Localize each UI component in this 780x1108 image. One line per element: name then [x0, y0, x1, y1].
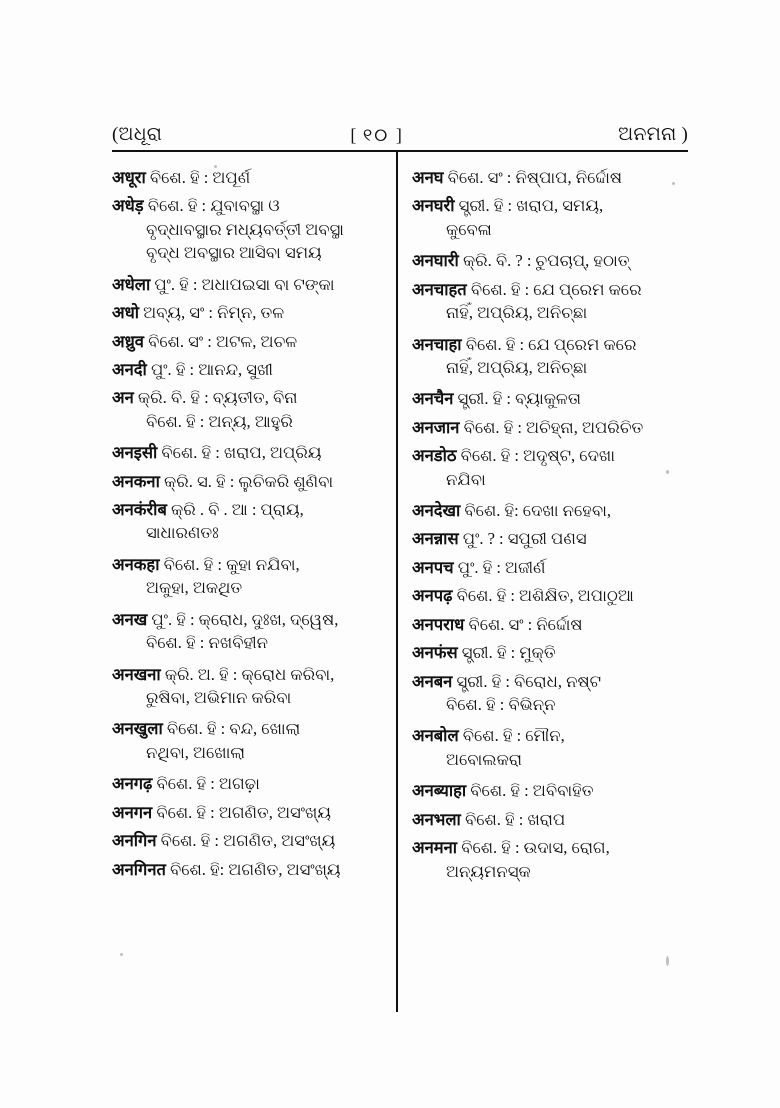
headword: अनखना [112, 664, 161, 684]
entry-headword-line [412, 527, 688, 550]
entry-continuation-line: ବିଶେ. ହି : ଅନ୍ୟ, ଆହୁରି [146, 411, 293, 431]
entry-headword-line [112, 801, 388, 824]
dictionary-entry [112, 301, 388, 324]
dictionary-entry [112, 829, 388, 852]
dictionary-entry [112, 717, 388, 764]
entry-headword-line [412, 249, 688, 272]
entry-definition-text: କ୍ରି . ବି . ଆ : ପ୍ରାୟ, [166, 500, 304, 520]
entry-headword-line [412, 613, 688, 636]
entry-headword-line [112, 772, 388, 795]
headword: अनबन [412, 671, 453, 691]
entry-headword-line [112, 273, 388, 296]
page-number-group [350, 126, 401, 146]
right-column [408, 166, 688, 1016]
running-head-right-guideword: ଅନମନା ) [618, 124, 688, 146]
entry-headword-line [112, 194, 388, 217]
dictionary-entry [412, 641, 688, 664]
headword: अन [112, 388, 134, 408]
dictionary-entry [412, 779, 688, 802]
headword: अनकहा [112, 554, 160, 574]
entry-definition-text: ବିଶେ. ହି: ଦେଖା ନହେବା, [460, 501, 612, 521]
entry-continuation-line: ଅବୋଲକରା [446, 749, 522, 769]
headword: अनचैन [412, 389, 454, 409]
entry-definition-text: ବିଶେ. ସଂ : ଅଟଳ, ଅଚଳ [143, 331, 298, 351]
entry-definition-text: ସ୍ତ୍ରୀ. ହି : ବିରୋଧ, ନଷ୍ଟ [452, 671, 602, 691]
headword: अध्रुव [112, 331, 144, 351]
dictionary-entry [412, 836, 688, 883]
entry-headword-line [412, 416, 688, 439]
dictionary-entry [112, 358, 388, 381]
dictionary-entry [412, 584, 688, 607]
dictionary-entry [412, 808, 688, 831]
left-column [112, 166, 390, 1016]
entry-continuation-line: ନାହିଁ, ଅପ୍ରିୟ, ଅନିଚ୍ଛା [446, 357, 588, 377]
scan-speck [214, 165, 217, 168]
entry-headword-line [112, 829, 388, 852]
entry-headword-line [112, 358, 388, 381]
entry-definition-text: ବିଶେ. ହି: ଅଗଣିତ, ଅସଂଖ୍ୟ [165, 859, 341, 879]
dictionary-entry [412, 527, 688, 550]
headword: अनदेखा [412, 501, 461, 521]
entry-definition-text: ସ୍ତ୍ରୀ. ହି : ଖରାପ, ସମୟ, [454, 196, 604, 216]
entry-definition-text: ସ୍ତ୍ରୀ. ହି : ମୁକ୍ତି [457, 643, 556, 663]
dictionary-entry [112, 330, 388, 353]
headword: अनघरी [412, 196, 455, 216]
dictionary-entry [112, 441, 388, 464]
headword: अधो [112, 303, 140, 323]
dictionary-entry [112, 553, 388, 600]
headword: अनब्याहा [412, 781, 467, 801]
entry-headword-line [412, 724, 688, 747]
dictionary-entry [412, 444, 688, 491]
entry-headword-line [112, 608, 388, 631]
entry-headword-line [112, 166, 388, 189]
entry-headword-line [412, 387, 688, 410]
entry-definition-text: ପୁଂ. ହି : ଆନନ୍ଦ, ସୁଖୀ [146, 359, 273, 379]
scan-speck [666, 956, 669, 966]
entry-headword-line [112, 301, 388, 324]
entry-headword-line [412, 641, 688, 664]
entry-definition-text: ବିଶେ. ହି : କୁହା ନଯିବା, [159, 554, 300, 574]
headword: अनन्नास [412, 529, 459, 549]
entry-headword-line [112, 663, 388, 686]
entry-headword-line [412, 333, 688, 356]
entry-definition-text: ପୁଂ. ହି : ଅଧାପଇସା ବା ଟଙ୍କା [150, 274, 335, 294]
headword: अनबोल [412, 726, 459, 746]
dictionary-entry [412, 670, 688, 717]
dictionary-entry [412, 333, 688, 380]
headword: अनगन [112, 802, 153, 822]
entry-continuation-line: ନଯିବା [446, 469, 486, 489]
entry-headword-line [112, 386, 388, 409]
headword: अनपढ़ [412, 586, 453, 606]
headword: अनपच [412, 557, 454, 577]
entry-continuation-line: ନାହିଁ, ଅପ୍ରିୟ, ଅନିଚ୍ଛା [446, 303, 588, 323]
dictionary-entry [412, 166, 688, 189]
entry-definition-text: ବିଶେ. ହି : ଖରାପ, ଅପ୍ରିୟ [157, 443, 322, 463]
entry-headword-line [412, 808, 688, 831]
entry-definition-text: ପୁଂ. ହି : ଅଜୀର୍ଣ [453, 557, 546, 577]
dictionary-entry [112, 498, 388, 545]
entry-definition-text: ବିଶେ. ହି : ଅଗଢ଼ା [152, 774, 260, 794]
headword: अनचाहत [412, 279, 467, 299]
dictionary-entry [112, 470, 388, 493]
entry-continuation-line: ବିଶେ. ହି : ବିଭିନ୍ନ [446, 695, 556, 715]
headword: अनडोठ [412, 446, 457, 466]
headword: अनखुला [112, 719, 163, 739]
entry-headword-line [412, 779, 688, 802]
entry-continuation-line: ରୁଷିବା, ଅଭିମାନ କରିବା [146, 688, 292, 708]
scan-speck [672, 182, 675, 185]
dictionary-entry [112, 663, 388, 710]
dictionary-entry [412, 249, 688, 272]
headword: अधेला [112, 274, 151, 294]
entry-definition-text: ବିଶେ. ହି : ବନ୍ଦ, ଖୋଲା [162, 719, 301, 739]
entry-headword-line [412, 444, 688, 467]
entry-definition-text: ବିଶେ. ସଂ : ନିର୍ଦ୍ଦୋଷ [464, 614, 583, 634]
entry-headword-line [412, 670, 688, 693]
entry-definition-text: ବିଶେ. ହି : ଯେ ପ୍ରେମ କରେ [461, 334, 637, 354]
entry-definition-text: ସ୍ତ୍ରୀ. ହି : ବ୍ୟାକୁଳତା [453, 389, 581, 409]
entry-definition-text: ବିଶେ. ହି : ଅଚିହ୍ନା, ଅପରିଚିତ [459, 417, 644, 437]
entry-definition-text: କ୍ରି. ବି. ହି : ବ୍ୟତୀତ, ବିନା [133, 388, 298, 408]
headword: अनकंरीब [112, 500, 167, 520]
entry-continuation-line: ଅନ୍ୟମନସ୍କ [446, 861, 531, 881]
dictionary-entry [112, 772, 388, 795]
entry-headword-line [112, 470, 388, 493]
entry-headword-line [412, 499, 688, 522]
headword: अनघारी [412, 251, 459, 271]
dictionary-entry [112, 386, 388, 433]
entry-headword-line [112, 717, 388, 740]
dictionary-entry [112, 166, 388, 189]
entry-definition-text: ଅବ୍ୟ, ସଂ : ନିମ୍ନ, ତଳ [139, 303, 285, 323]
entry-definition-text: ବିଶେ. ହି : ଖରାପ [460, 809, 566, 829]
entry-headword-line [412, 556, 688, 579]
entry-definition-text: ବିଶେ. ହି : ଅବିବାହିତ [466, 781, 594, 801]
headword: अनगढ़ [112, 774, 153, 794]
entry-continuation-line: ସାଧାରଣତଃ [146, 523, 219, 543]
page-number-close-bracket: ] [395, 125, 402, 146]
entry-continuation-line: ବୃଦ୍ଧାବସ୍ଥାର ମଧ୍ୟବର୍ତ୍ତୀ ଅବସ୍ଥା [146, 219, 344, 239]
headword: अनचाहा [412, 334, 462, 354]
entry-headword-line [412, 278, 688, 301]
entry-definition-text: ବିଶେ. ହି : ଅପୂର୍ଣ [145, 168, 251, 187]
dictionary-entry [412, 387, 688, 410]
entry-continuation-line: ବିଶେ. ହି : ନଖବିହୀନ [146, 633, 269, 653]
headword: अनपराध [412, 614, 465, 634]
entry-definition-text: କ୍ରି. ସ. ହି : ଲୁଚିକରି ଶୁଣିବା [159, 471, 334, 491]
dictionary-entry [412, 556, 688, 579]
entry-headword-line [112, 858, 388, 881]
entry-definition-text: ବିଶେ. ହି : ଅଦୃଷ୍ଟ, ଦେଖା [456, 446, 616, 466]
entry-definition-text: କ୍ରି. ଅ. ହି : କ୍ରୋଧ କରିବା, [160, 664, 335, 684]
dictionary-entry [412, 724, 688, 771]
dictionary-entry [412, 499, 688, 522]
entry-definition-text: ପୁଂ. ? : ସପୁରୀ ପଣସ [458, 529, 587, 549]
headword: अनकना [112, 471, 160, 491]
page-number: ୧୦ [362, 125, 390, 146]
entry-continuation-line: ବୃଦ୍ଧ ଅବସ୍ଥାର ଆସିବା ସମୟ [146, 243, 322, 263]
columns-container [112, 166, 688, 1016]
entry-definition-text: ବିଶେ. ହି : ଅଗଣିତ, ଅସଂଖ୍ୟ [156, 831, 336, 851]
entry-headword-line [112, 441, 388, 464]
dictionary-entry [112, 273, 388, 296]
entry-headword-line [112, 330, 388, 353]
dictionary-entry [412, 278, 688, 325]
entry-continuation-line: ଅକୁହା, ଅକଥିତ [146, 578, 243, 598]
headword: अनदी [112, 359, 147, 379]
running-head [112, 112, 688, 146]
dictionary-entry [112, 858, 388, 881]
entry-continuation-line: ନଥିବା, ଅଖୋଲା [146, 742, 246, 762]
entry-headword-line [112, 498, 388, 521]
scan-speck [120, 953, 123, 956]
entry-headword-line [112, 553, 388, 576]
headword: अनफंस [412, 643, 458, 663]
headword: अनघ [412, 168, 444, 187]
dictionary-entry [412, 416, 688, 439]
dictionary-entry [412, 194, 688, 241]
headword: अनजान [412, 417, 460, 437]
entry-continuation-line: କୁବେଳା [446, 219, 492, 239]
entry-definition-text: ବିଶେ. ହି : ଉଦାସ, ରୋଗ, [457, 838, 610, 858]
headword: अनमना [412, 838, 458, 858]
dictionary-entry [412, 613, 688, 636]
headword: अनगिनत [112, 859, 166, 879]
headword: अधूरा [112, 168, 146, 187]
entry-headword-line [412, 166, 688, 189]
running-head-left-guideword: (ଅଧୂରା [112, 124, 163, 146]
dictionary-entry [112, 801, 388, 824]
entry-definition-text: ବିଶେ. ହି : ଯେ ପ୍ରେମ କରେ [466, 279, 642, 299]
entry-definition-text: ବିଶେ. ହି : ଯୁବାବସ୍ଥା ଓ [143, 196, 280, 216]
headword: अनगिन [112, 831, 157, 851]
headword: अनख [112, 609, 148, 629]
header-rule [112, 150, 688, 152]
headword: अनभला [412, 809, 461, 829]
page-number-open-bracket: [ [350, 125, 357, 146]
dictionary-entry [112, 608, 388, 655]
entry-headword-line [412, 836, 688, 859]
entry-definition-text: ବିଶେ. ହି : ଅଗଣିତ, ଅସଂଖ୍ୟ [152, 802, 331, 822]
entry-definition-text: ପୁଂ. ହି : କ୍ରୋଧ, ଦୁଃଖ, ଦ୍ୱେଷ, [147, 609, 339, 629]
entry-definition-text: ବିଶେ. ହି : ମୌନ, [458, 726, 565, 746]
entry-headword-line [412, 194, 688, 217]
entry-definition-text: କ୍ରି. ବି. ? : ଚୁପଚାପ୍, ହଠାତ୍ [458, 251, 630, 271]
scan-speck [666, 470, 669, 474]
dictionary-entry [112, 194, 388, 264]
entry-headword-line [412, 584, 688, 607]
headword: अधेड़ [112, 196, 144, 216]
entry-definition-text: ବିଶେ. ହି : ଅଶିକ୍ଷିତ, ଅପାଠୁଆ [452, 586, 634, 606]
headword: अनइसी [112, 443, 158, 463]
entry-definition-text: ବିଶେ. ସଂ : ନିଷ୍ପାପ, ନିର୍ଦ୍ଦୋଷ [443, 168, 623, 187]
